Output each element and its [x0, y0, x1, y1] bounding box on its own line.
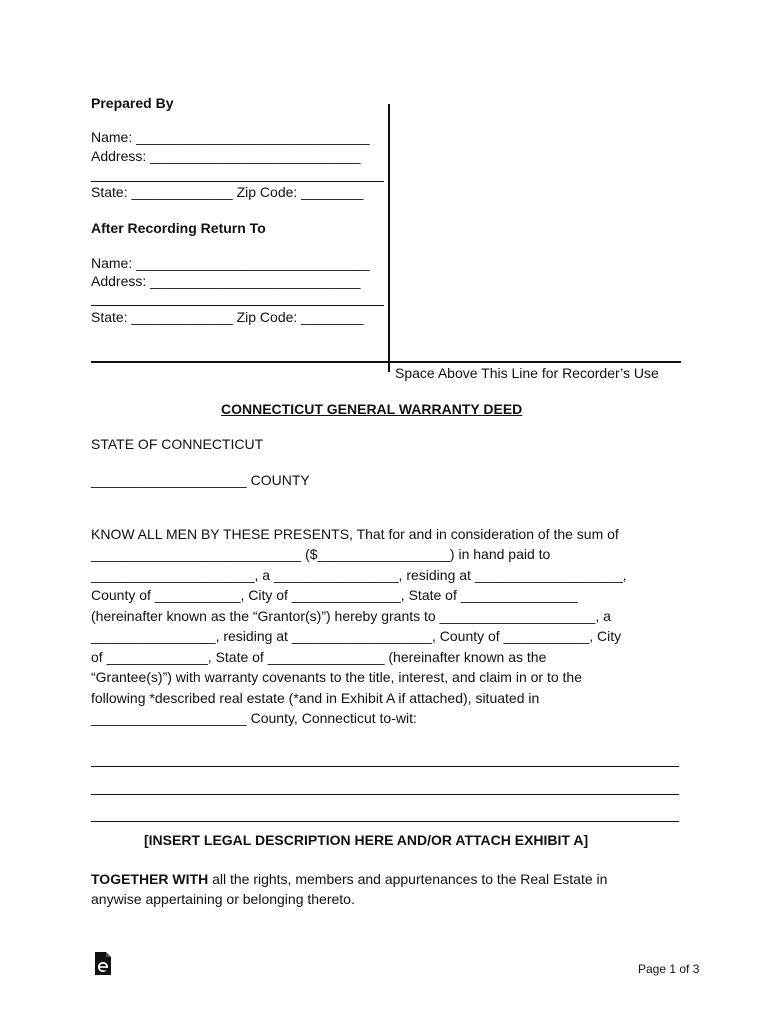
return-name-line: Name: ______________________________: [91, 255, 370, 271]
prepared-blank-line: [91, 181, 384, 182]
page-number: Page 1 of 3: [638, 962, 700, 976]
recorder-divider-horizontal: [91, 361, 681, 363]
body-line: County of ___________, City of ______________, State of _______________: [91, 587, 578, 603]
prepared-name-line: Name: ______________________________: [91, 129, 370, 145]
legal-description-line: [91, 821, 679, 822]
return-address-line: Address: ___________________________: [91, 273, 361, 289]
recorder-note: Space Above This Line for Recorder’s Use: [395, 365, 659, 381]
body-line: KNOW ALL MEN BY THESE PRESENTS, That for and in consideration of the sum of: [91, 526, 619, 542]
recorder-divider-vertical: [388, 104, 390, 372]
together-with-bold: TOGETHER WITH: [91, 871, 209, 887]
together-with-text: all the rights, members and appurtenances to the Real Estate in: [208, 871, 608, 887]
eforms-logo-icon: [94, 952, 112, 976]
prepared-by-title: Prepared By: [91, 95, 174, 111]
body-line: _____________________, a ________________, residing at ___________________,: [91, 567, 627, 583]
state-line: STATE OF CONNECTICUT: [91, 436, 264, 452]
body-line: following *described real estate (*and in Exhibit A if attached), situated in: [91, 690, 540, 706]
legal-description-line: [91, 766, 679, 767]
body-line: ________________, residing at __________________, County of ___________, City: [91, 628, 622, 644]
return-to-title: After Recording Return To: [91, 220, 266, 236]
body-line: (hereinafter known as the “Grantor(s)”) hereby grants to ____________________, a: [91, 608, 611, 624]
body-line: ___________________________ ($_________________) in hand paid to: [91, 546, 551, 562]
together-with-line: [91, 871, 607, 888]
body-line: ____________________ County, Connecticut to-wit:: [91, 710, 417, 726]
body-line: of _____________, State of _______________ (hereinafter known as the: [91, 649, 547, 665]
deed-title: CONNECTICUT GENERAL WARRANTY DEED: [221, 401, 523, 417]
prepared-address-line: Address: ___________________________: [91, 148, 361, 164]
insert-legal-description: [INSERT LEGAL DESCRIPTION HERE AND/OR ATTACH EXHIBIT A]: [144, 832, 589, 848]
return-blank-line: [91, 305, 384, 306]
county-line: ____________________ COUNTY: [91, 472, 310, 488]
legal-description-line: [91, 794, 679, 795]
prepared-state-zip-line: State: _____________ Zip Code: ________: [91, 184, 364, 200]
body-line: “Grantee(s)”) with warranty covenants to the title, interest, and claim in or to the: [91, 669, 582, 685]
return-state-zip-line: State: _____________ Zip Code: ________: [91, 309, 364, 325]
together-with-line-2: anywise appertaining or belonging thereto.: [91, 891, 355, 907]
